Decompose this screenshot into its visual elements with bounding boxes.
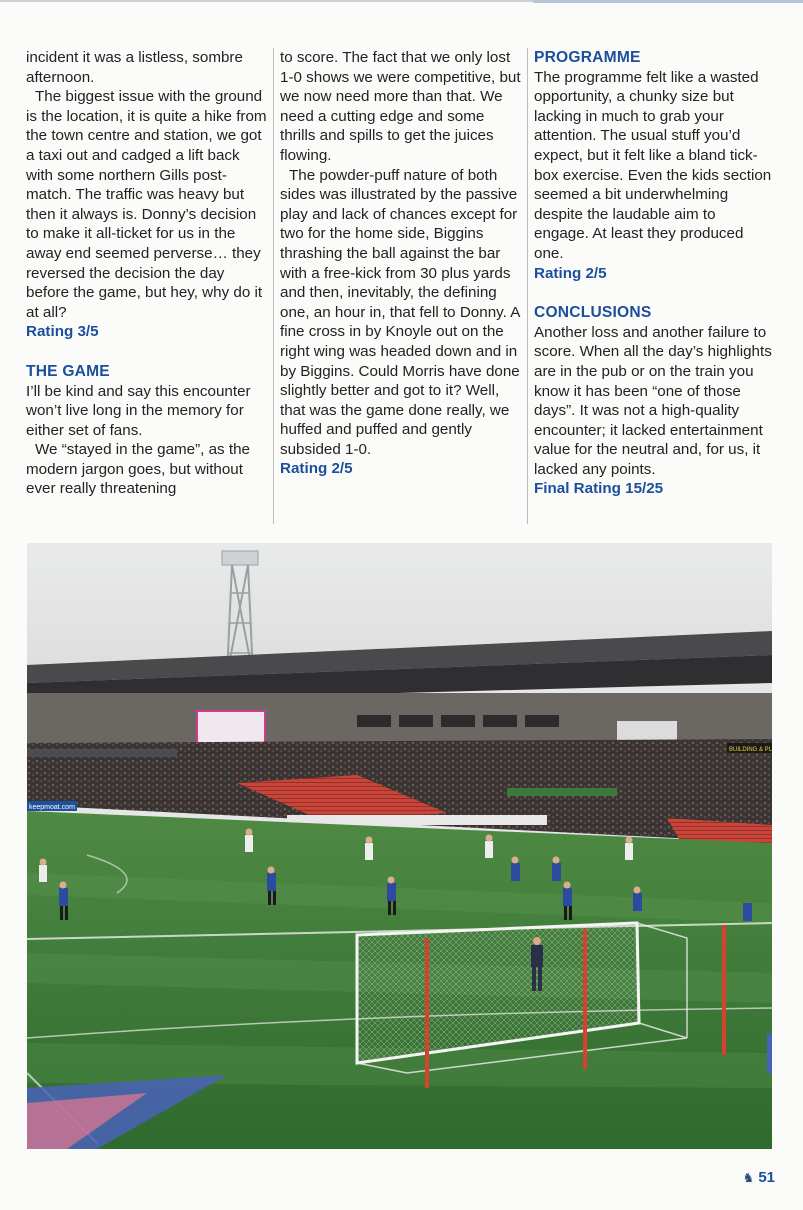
article-column-2 (280, 48, 523, 524)
paragraph: I’ll be kind and say this encounter won’t live long in the memory for either set of fans. (26, 382, 251, 439)
board-keepmoat: keepmoat.com (29, 804, 75, 811)
paragraph: to score. The fact that we only lost 1-0 shows we were competitive, but we now need more than that. We need a cutting edge and some thrills and spills to get the juices flowing. (280, 49, 521, 164)
section-heading-the-game: THE GAME (26, 362, 110, 380)
paragraph: incident it was a listless, sombre afternoon. (26, 49, 243, 86)
page-number-value: 51 (758, 1169, 775, 1186)
paragraph: We “stayed in the game”, as the modern jargon goes, but without ever really threatening (26, 441, 250, 498)
paragraph: Another loss and another failure to score. When all the day’s highlights are in the pub or on the train you know it has been “one of those days”. It was not a high-quality encounter; it lacked entertainment value for the neutral and, for us, it lacked any points. (534, 323, 772, 478)
ground-rating: Rating 3/5 (26, 323, 99, 341)
paragraph: The powder-puff nature of both sides was illustrated by the passive play and lack of chances except for two for the home side, Biggins thrashing the ball against the bar with a free-kick from 30 plus yards and then, inevitably, the defining one, an hour in, that fell to Donny. A fine cross in by Knoyle out on the right wing was headed down and in by Biggins. Could Morris have done slightly better and got to it? Well, that was the game done really, we huffed and puffed and gently subsided 1-0. (280, 166, 520, 458)
board-building: BUILDING & PL (729, 747, 772, 753)
game-rating: Rating 2/5 (280, 460, 353, 478)
scoreboard-screen (197, 711, 265, 747)
column-divider (273, 48, 274, 524)
stadium-photo (27, 543, 772, 1149)
article-column-3 (534, 48, 774, 524)
paragraph: The programme felt like a wasted opportunity, a chunky size but lacking in much to grab your attention. The usual stuff you’d expect, but it felt like a bland tick-box exercise. Even the kids section seemed a bit underwhelming despite the laudable aim to engage. At least they produced one. (534, 68, 772, 262)
article-column-1 (26, 48, 269, 524)
club-crest-icon: ♞ (742, 1169, 755, 1185)
final-rating: Final Rating 15/25 (534, 480, 664, 498)
column-divider (527, 48, 528, 524)
section-heading-conclusions: CONCLUSIONS (534, 304, 652, 322)
programme-rating: Rating 2/5 (534, 264, 607, 282)
top-rule-accent (533, 0, 803, 3)
page-number (743, 1169, 775, 1186)
paragraph: The biggest issue with the ground is the location, it is quite a hike from the town centre and station, we got a taxi out and cadged a lift back with some northern Gills post-match. The traffic was heavy but then it always is. Donny’s decision to make it all-ticket for us in the away end seemed perverse… they reversed the decision the day before the game, but hey, why do it at all? (26, 88, 267, 321)
section-heading-programme: PROGRAMME (534, 49, 641, 66)
